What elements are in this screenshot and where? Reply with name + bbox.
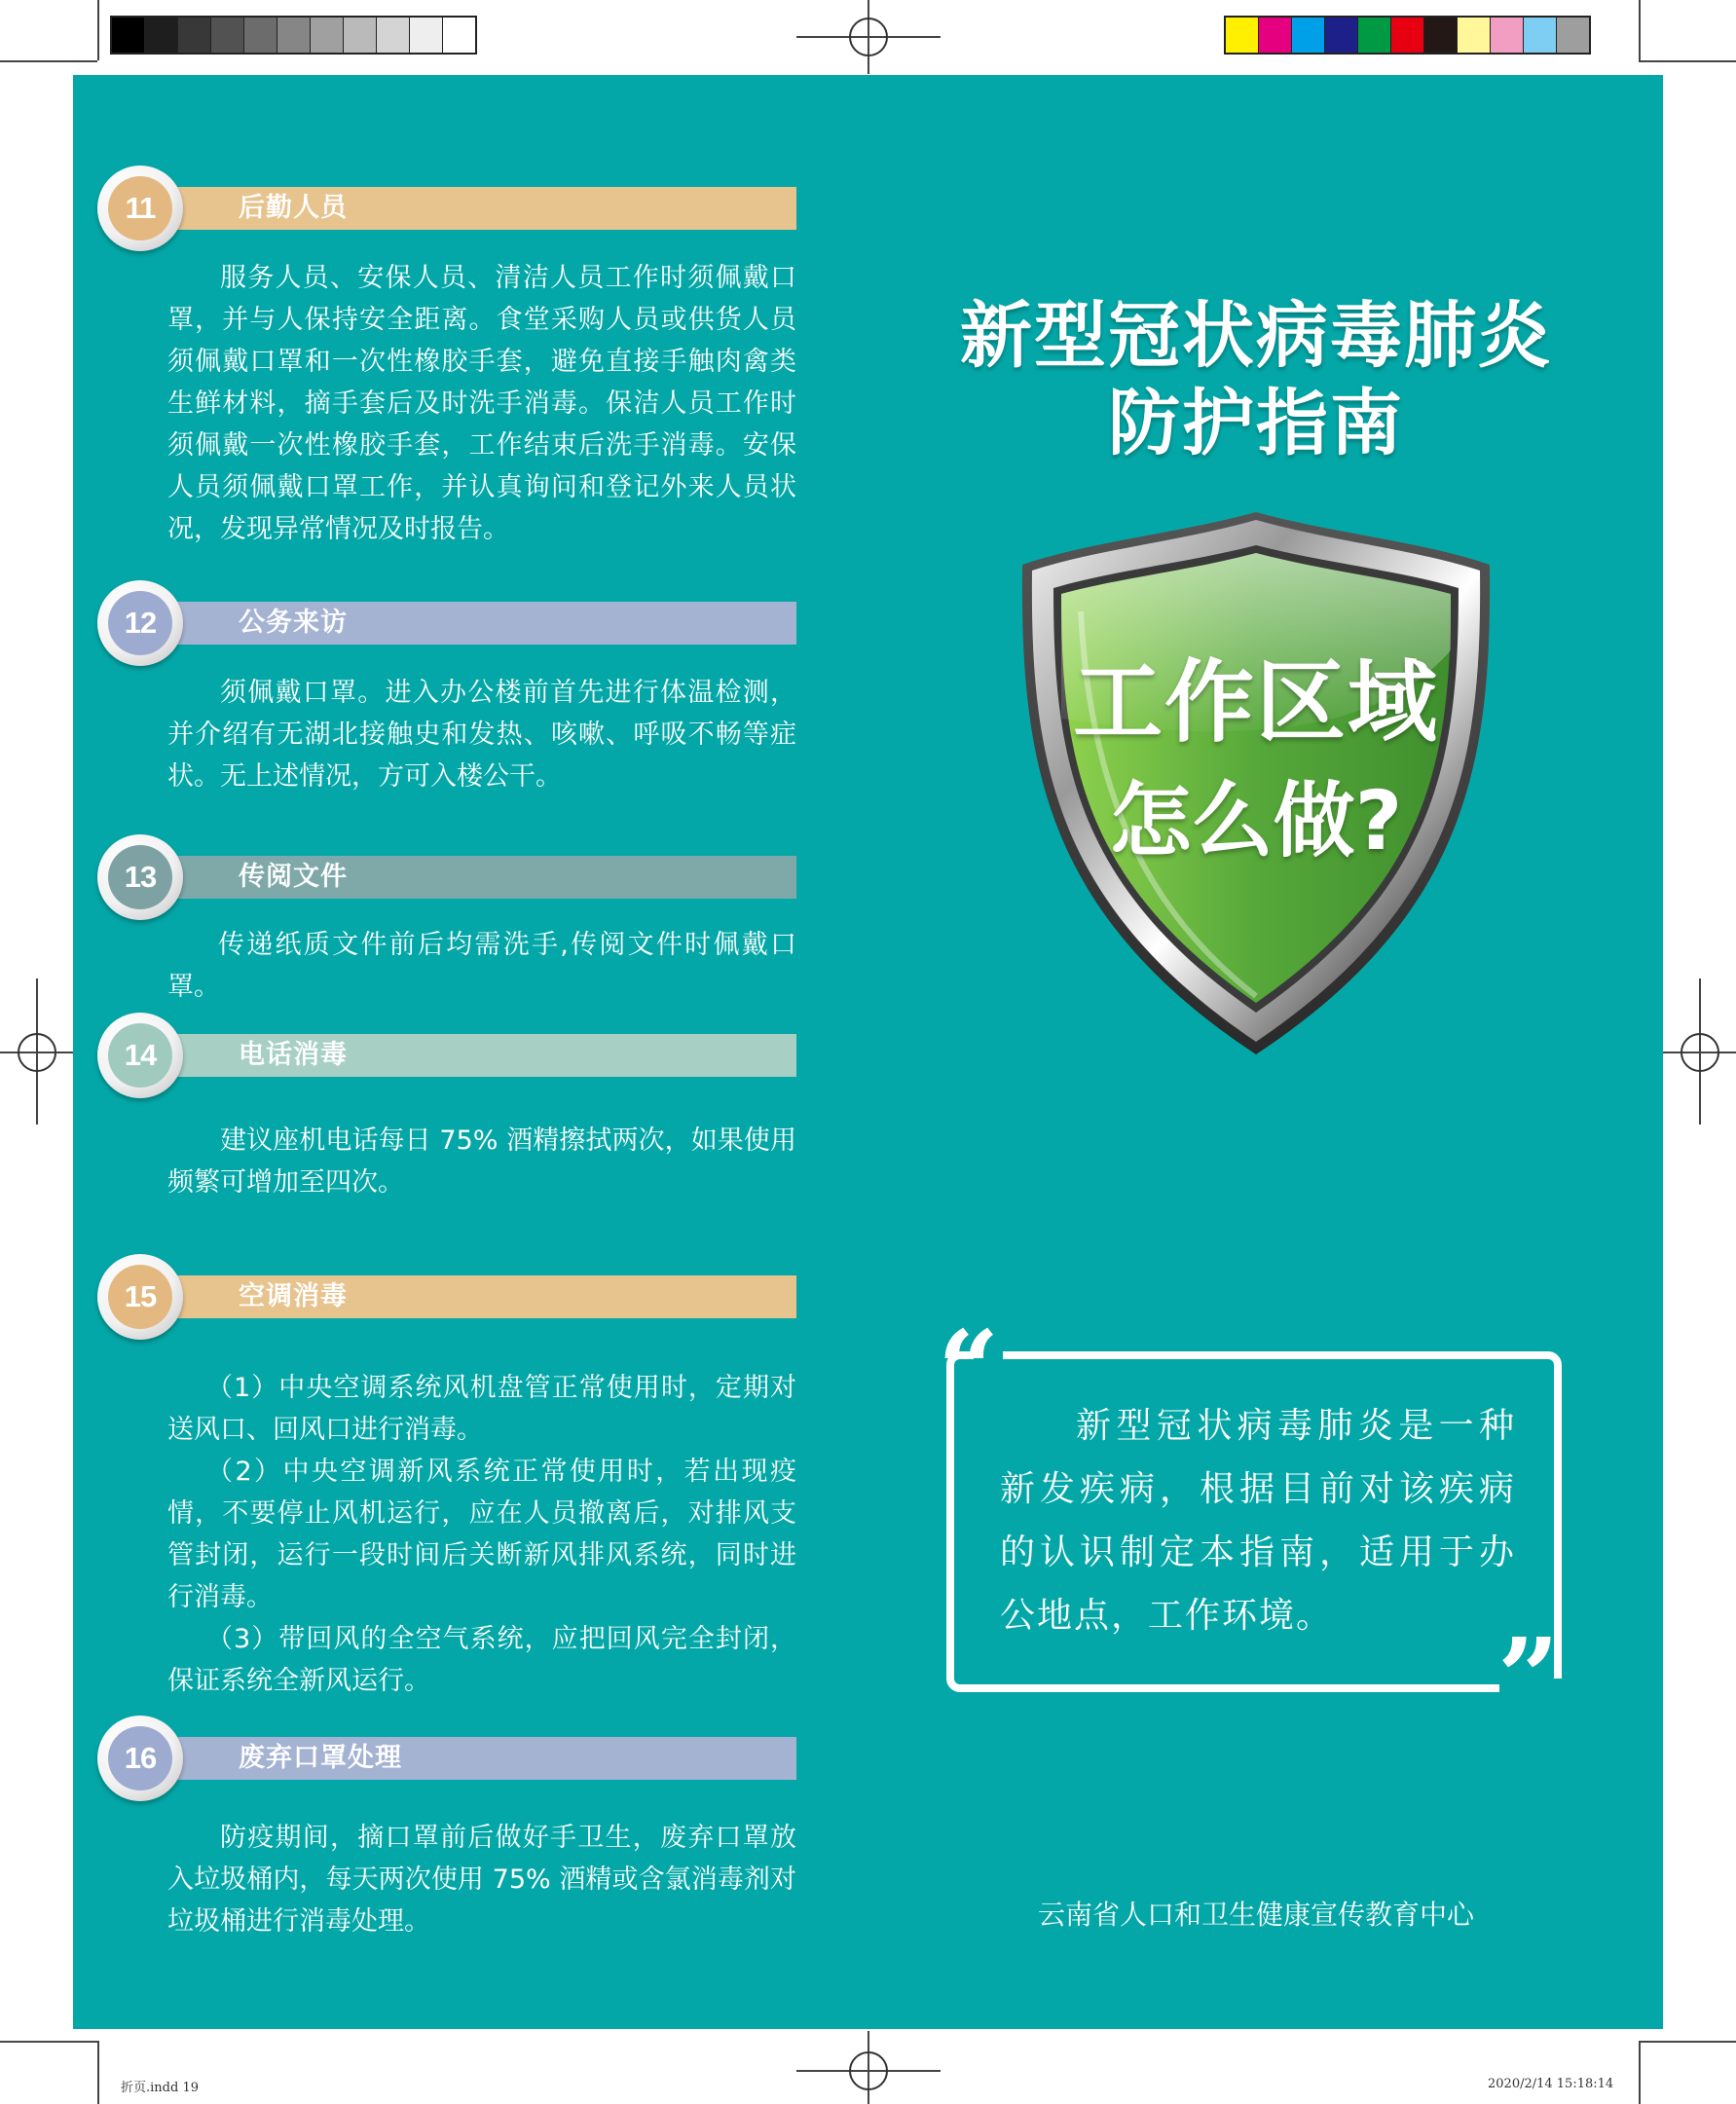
section-title: 公务来访 [239,608,348,638]
section-15-ac-disinfection [97,1254,796,1702]
registration-mark [849,18,888,56]
calibration-swatch [244,18,277,53]
section-12-official-visits [97,580,796,797]
print-file-label: 折页.indd 19 [121,2081,199,2095]
calibration-swatch [178,18,211,53]
section-header [97,580,796,674]
section-title: 电话消毒 [239,1040,348,1070]
crop-mark [1639,60,1736,62]
section-body [167,257,796,550]
section-paragraph: （1）中央空调系统风机盘管正常使用时，定期对送风口、回风口进行消毒。 [167,1373,796,1445]
calibration-swatch [311,18,344,53]
section-header [97,1254,796,1347]
section-paragraph: 服务人员、安保人员、清洁人员工作时须佩戴口罩，并与人保持安全距离。食堂采购人员或供货人员须佩戴口罩和一次性橡胶手套，避免直接手触肉禽类生鲜材料，摘手套后及时洗手消毒。保洁人员工作时须佩戴一次性橡胶手套，工作结束后洗手消毒。安保人员须佩戴口罩工作，并认真询问和登记外来人员状况，发现异常情况及时报告。 [167,263,796,544]
section-number: 12 [108,591,172,655]
main-title-line2: 防护指南 [1108,382,1404,465]
calibration-swatch [1391,18,1424,53]
registration-mark [18,1033,56,1072]
section-header [97,1013,796,1106]
section-paragraph: 建议座机电话每日 75% 酒精擦拭两次，如果使用频繁可增加至四次。 [167,1126,796,1198]
calibration-swatch [112,18,145,53]
calibration-swatch [1259,18,1292,53]
grayscale-calibration-bar [110,16,477,55]
section-number: 11 [108,176,172,240]
crop-mark [1639,2041,1641,2104]
section-paragraph: 传递纸质文件前后均需洗手,传阅文件时佩戴口罩。 [167,930,796,1002]
section-13-document-circulation [97,834,796,1008]
open-quote-mark: “ [938,1307,1000,1432]
crop-mark [97,2041,99,2104]
calibration-swatch [1491,18,1524,53]
section-number: 16 [108,1726,172,1790]
calibration-swatch [277,18,311,53]
section-number: 14 [108,1023,172,1088]
quote-text: 新型冠状病毒肺炎是一种新发疾病，根据目前对该疾病的认识制定本指南，适用于办公地点，工作环境。 [1000,1406,1516,1636]
section-16-mask-disposal [97,1716,796,1942]
calibration-swatch [1226,18,1259,53]
main-title [915,292,1597,467]
section-body [167,1367,796,1702]
section-paragraph: 防疫期间，摘口罩前后做好手卫生，废弃口罩放入垃圾桶内，每天两次使用 75% 酒精或含氯消毒剂对垃圾桶进行消毒处理。 [167,1823,796,1937]
organization-name: 云南省人口和卫生健康宣传教育中心 [1037,1899,1474,1931]
registration-mark [849,2051,888,2090]
section-body [167,924,796,1008]
main-title-line1: 新型冠状病毒肺炎 [960,294,1552,378]
crop-mark [1639,0,1641,60]
calibration-swatch [377,18,410,53]
section-header [97,834,796,928]
section-number-badge [97,1254,183,1340]
section-paragraph: （3）带回风的全空气系统，应把回风完全封闭，保证系统全新风运行。 [167,1624,796,1696]
section-number-badge [97,1013,183,1098]
calibration-swatch [1524,18,1557,53]
crop-mark [0,60,97,62]
section-number-badge [97,580,183,666]
calibration-swatch [1358,18,1391,53]
calibration-swatch [211,18,244,53]
color-calibration-bar [1224,16,1591,55]
section-11-logistics-staff [97,166,796,550]
section-number: 13 [108,845,172,909]
section-paragraph: （2）中央空调新风系统正常使用时，若出现疫情，不要停止风机运行，应在人员撤离后，对排风支管封闭，运行一段时间后关断新风排风系统，同时进行消毒。 [167,1457,796,1612]
section-body [167,1120,796,1203]
shield-title-line1: 工作区域 [1072,650,1439,755]
section-header [97,166,796,259]
print-timestamp: 2020/2/14 15:18:14 [1488,2077,1614,2091]
close-quote-mark: ” [1497,1614,1560,1740]
section-body [167,1817,796,1942]
section-number-badge [97,834,183,920]
crop-mark [0,2041,97,2043]
section-paragraph: 须佩戴口罩。进入办公楼前首先进行体温检测，并介绍有无湖北接触史和发热、咳嗽、呼吸不畅等症状。无上述情况，方可入楼公干。 [167,678,796,792]
calibration-swatch [410,18,443,53]
section-number-badge [97,166,183,251]
calibration-swatch [1458,18,1491,53]
calibration-swatch [344,18,377,53]
section-number-badge [97,1716,183,1801]
calibration-swatch [145,18,178,53]
calibration-swatch [443,18,475,53]
section-header [97,1716,796,1809]
calibration-swatch [1424,18,1458,53]
section-title: 废弃口罩处理 [239,1743,402,1773]
section-title: 空调消毒 [239,1281,348,1311]
calibration-swatch [1292,18,1325,53]
section-14-phone-disinfection [97,1013,796,1203]
shield-emblem [1013,504,1499,1059]
registration-mark [1681,1033,1719,1072]
crop-mark [97,0,99,60]
shield-title-line2: 怎么做? [1109,773,1403,868]
calibration-swatch [1557,18,1589,53]
calibration-swatch [1325,18,1358,53]
section-number: 15 [108,1265,172,1329]
section-title: 后勤人员 [239,193,348,223]
section-title: 传阅文件 [239,862,348,892]
section-body [167,672,796,797]
crop-mark [1639,2041,1736,2043]
